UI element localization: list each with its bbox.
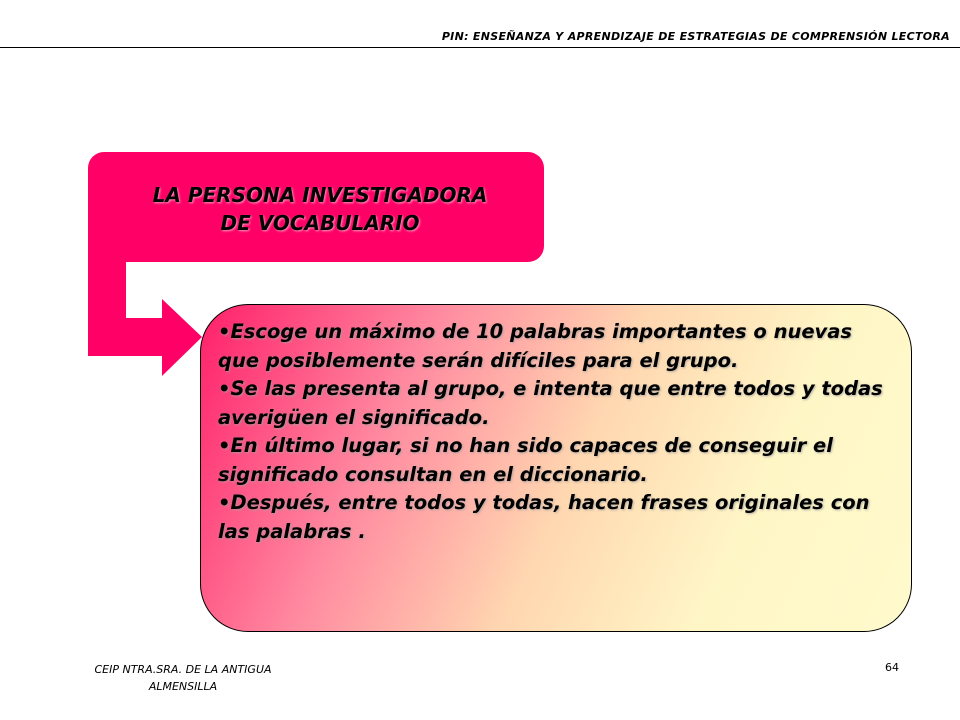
slide-title-line-1: LA PERSONA INVESTIGADORA: [152, 183, 488, 207]
footer-school-line-1: CEIP NTRA.SRA. DE LA ANTIGUA: [94, 663, 272, 676]
footer-school: [18, 661, 348, 695]
page-number: 64: [885, 661, 899, 674]
footer-school-line-2: ALMENSILLA: [148, 680, 218, 693]
header-title: PIN: ENSEÑANZA Y APRENDIZAJE DE ESTRATEGIAS DE COMPRENSIÓN LECTORA: [441, 30, 950, 43]
slide-title: [100, 181, 540, 237]
list-item: •En último lugar, si no han sido capaces de conseguir el significado consultan en el diccionario.: [218, 434, 833, 486]
content-list: [218, 318, 898, 546]
list-item: •Escoge un máximo de 10 palabras importantes o nuevas que posiblemente serán difíciles para el grupo.: [218, 320, 853, 372]
slide-title-line-2: DE VOCABULARIO: [220, 211, 420, 235]
list-item: •Después, entre todos y todas, hacen frases originales con las palabras .: [218, 491, 870, 543]
list-item: •Se las presenta al grupo, e intenta que entre todos y todas averigüen el significado.: [218, 377, 883, 429]
